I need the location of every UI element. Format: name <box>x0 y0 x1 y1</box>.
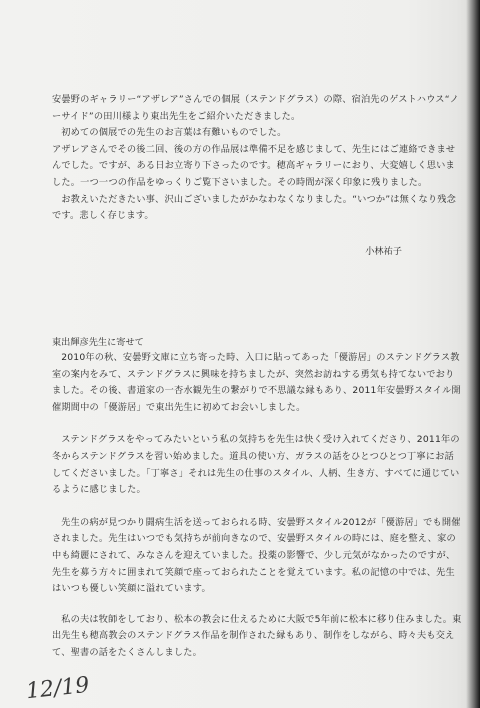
paragraph: ステンドグラスをやってみたいという私の気持ちを先生は快く受け入れてくださり、2011年の冬からステンドグラスを習い始めました。道具の使い方、ガラスの話をひとつひとつ丁寧にお話してくださいました。「丁寧さ」それは先生の仕事のスタイル、人柄、生き方、すべてに通じているように感じました。 <box>52 434 460 496</box>
paragraph: お教えいただきたい事、沢山ございましたがかなわなくなりました。“いつか”は無くなり残念です。悲しく存じます。 <box>52 193 456 222</box>
handwritten-page-number: 12/19 <box>24 672 91 705</box>
paragraph: 私の夫は牧師をしており、松本の教会に仕えるために大阪で5年前に松本に移り住みました。東出先生も穂高教会のステンドグラス作品を制作された縁もあり、制作をしながら、時々夫も交えて、聖書の話をたくさんしました。 <box>52 613 462 658</box>
paragraph: 先生の病が見つかり闘病生活を送っておられる時、安曇野スタイル2012が「優游居」でも開催されました。先生はいつでも気持ちが前向きなので、安曇野スタイルの時には、庭を整え、家の中も綺麗にされて、みなさんを迎えていました。投薬の影響で、少し元気がなかったのですが、先生を募う方々に囲まれて笑顔で座っておられたことを覚えています。私の記憶の中では、先生はいつも優しい笑顔に溢れています。 <box>52 516 461 595</box>
section-1 <box>52 92 462 225</box>
author-name: 小林祐子 <box>365 246 402 257</box>
section-2-heading: 東出輝彦先生に寄せて <box>52 337 144 348</box>
section-2 <box>52 350 462 662</box>
paragraph: 安曇野のギャラリー“アザレア”さんでの個展（ステンドグラス）の際、宿泊先のゲストハウス“ノーサイド”の田川様より東出先生をご紹介いただきました。 <box>52 94 460 122</box>
paragraph: 2010年の秋、安曇野文庫に立ち寄った時、入口に貼ってあった「優游居」のステンドグラス教室の案内をみて、ステンドグラスに興味を持ちましたが、突然お訪ねする勇気も持てないでおりました。その後、書道家の一杏水観先生の繋がりで不思議な縁もあり、2011年安曇野スタイル開催期間中の「優游居」で東出先生に初めてお会いしました。 <box>52 352 461 413</box>
page-edge-shadow <box>466 0 480 708</box>
paragraph: 初めての個展での先生のお言葉は有難いものでした。 <box>61 127 287 139</box>
paragraph: アザレアさんでその後二回、後の方の作品展は準備不足を感じまして、先生にはご連絡できませんでした。ですが、ある日お立寄り下さったのです。穂高ギャラリーにおり、大変嬉しく思いました。一つ一つの作品をゆっくりご覧下さいました。その時間が深く印象に残りました。 <box>52 143 456 188</box>
